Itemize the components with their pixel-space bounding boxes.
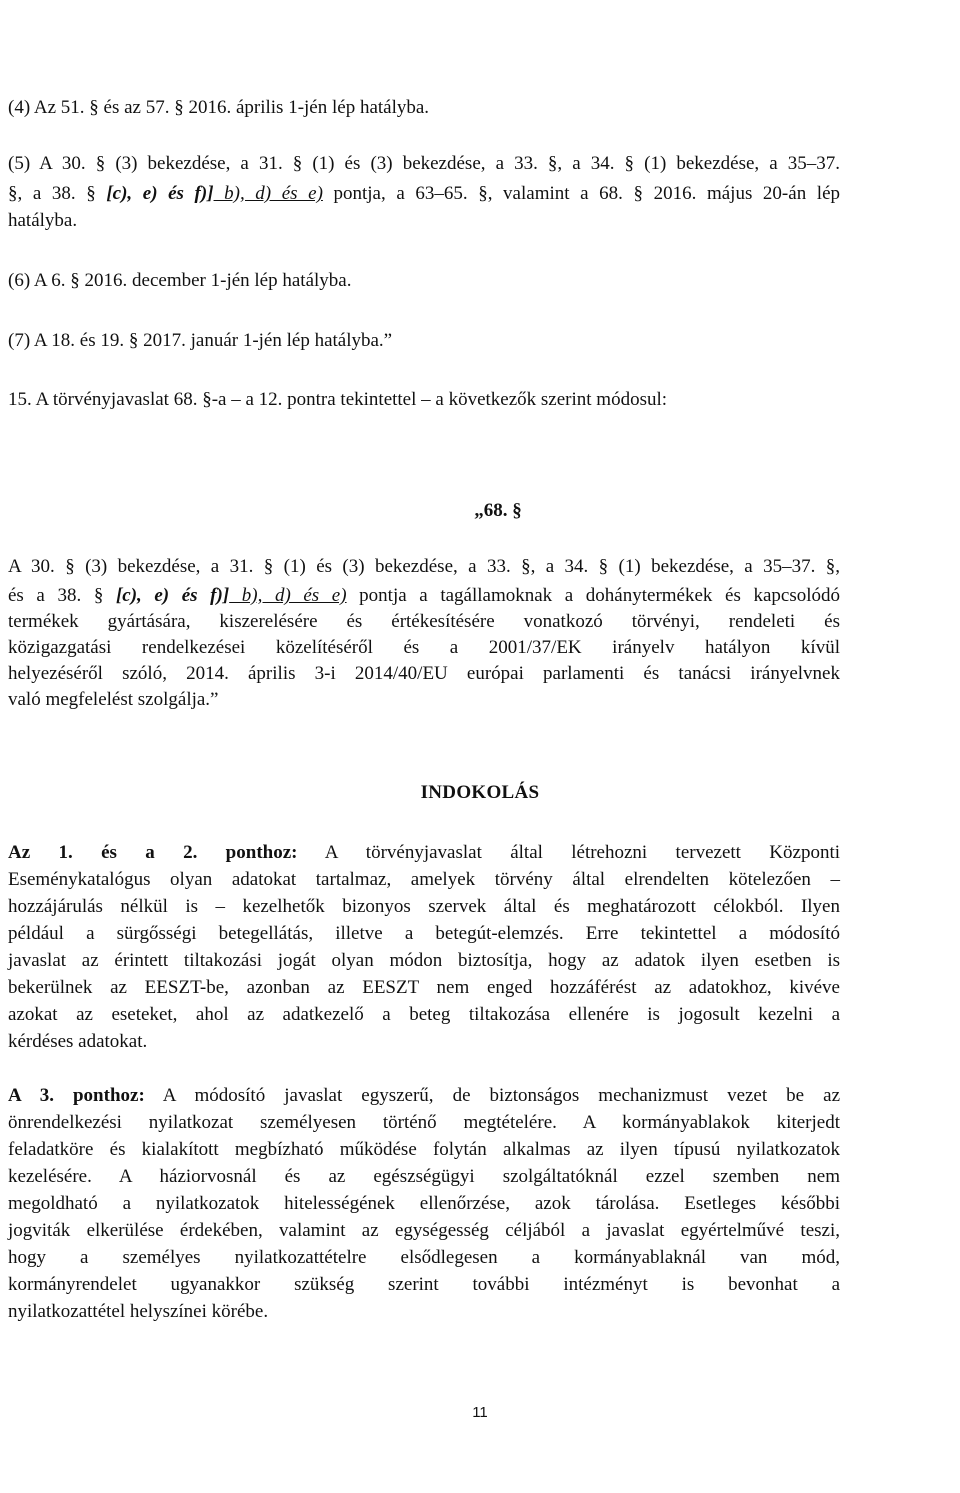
paragraph-5-line-3: hatályba. [8,210,78,231]
bracketed-points: [c), e) és f)] [106,183,214,204]
paragraph-5-line-1: (5) A 30. § (3) bekezdése, a 31. § (1) és (3) bekezdése, a 33. §, a 34. § (1) bekezdése, a 35–37. [8,153,840,174]
quote-line-2: és a 38. § [c), e) és f)] b), d) és e) pontja a tagállamoknak a dohánytermékek és kapcsolódó [8,585,840,606]
paragraph-6: (6) A 6. § 2016. december 1-jén lép hatályba. [8,270,352,291]
reason-1-line-6: bekerülnek az EESZT-be, azonban az EESZT nem enged hozzáférést az adatokhoz, kivéve [8,977,840,998]
reason-3-line-7: hogy a személyes nyilatkozattételre elsődlegesen a kormányablaknál van mód, [8,1247,840,1268]
reason-1-line-7: azokat az eseteket, ahol az adatkezelő a beteg tiltakozása ellenére is jogosult kezelni a [8,1004,840,1025]
quote-line-6: való megfelelést szolgálja.” [8,689,219,710]
paragraph-5-line-2: §, a 38. § [c), e) és f)] b), d) és e) pontja, a 63–65. §, valamint a 68. § 2016. május 20-án lép [8,183,841,204]
reason-3-line-6: jogviták elkerülése érdekében, valamint az egységesség céljából a javaslat egyértelművé teszi, [8,1220,840,1241]
reason-3-line-1: A 3. ponthoz: A módosító javaslat egyszerű, de biztonságos mechanizmust vezet be az [8,1085,841,1106]
reason-3-line-8: kormányrendelet ugyanakkor szükség szerint további intézményt is bevonhat a [8,1274,840,1295]
quote-line-3: termékek gyártására, kiszerelésére és értékesítésére vonatkozó törvényi, rendeleti és [8,611,840,632]
reason-3-line-3: feladatköre és kialakított megbízható működése folytán alkalmas az ilyen típusú nyilatkozatok [8,1139,840,1160]
reason-3-line-9: nyilatkozattétel helyszínei körébe. [8,1301,269,1322]
underlined-points: b), d) és e) [229,585,347,606]
quote-line-5: helyezéséről szóló, 2014. április 3-i 2014/40/EU európai parlamenti és tanácsi irányelvnek [8,663,840,684]
underlined-points: b), d) és e) [213,183,323,204]
indokolas-heading: INDOKOLÁS [420,782,540,803]
reason-3-lead: A 3. ponthoz: [8,1085,145,1106]
reason-1-lead: Az 1. és a 2. ponthoz: [8,842,298,863]
paragraph-7: (7) A 18. és 19. § 2017. január 1-jén lép hatályba.” [8,330,393,351]
reason-1-line-8: kérdéses adatokat. [8,1031,148,1052]
reason-1-line-5: javaslat az érintett tiltakozási jogát olyan módon biztosítja, hogy az adatok ilyen esetben is [8,950,840,971]
reason-3-line-5: megoldható a nyilatkozatok hitelességének ellenőrzése, azok tárolása. Esetleges későbbi [8,1193,840,1214]
reason-3-line-2: önrendelkezési nyilatkozat személyesen történő megtételére. A kormányablakok kiterjedt [8,1112,840,1133]
reason-3-line-4: kezelésére. A háziorvosnál és az egészségügyi szolgáltatóknál ezzel szemben nem [8,1166,840,1187]
reason-1-line-2: Eseménykatalógus olyan adatokat tartalmaz, amelyek törvény által elrendelten kötelezően – [8,869,840,890]
paragraph-4: (4) Az 51. § és az 57. § 2016. április 1-jén lép hatályba. [8,97,430,118]
point-15: 15. A törvényjavaslat 68. §-a – a 12. pontra tekintettel – a következők szerint módosul: [8,389,668,410]
quote-line-1: A 30. § (3) bekezdése, a 31. § (1) és (3) bekezdése, a 33. §, a 34. § (1) bekezdése, a 35–37. §, [8,556,840,577]
reason-1-line-4: például a sürgősségi betegellátás, illetve a betegút-elemzés. Erre tekintettel a módosító [8,923,840,944]
bracketed-points: [c), e) és f)] [115,585,230,606]
page-number: 11 [472,1404,488,1421]
reason-1-line-1: Az 1. és a 2. ponthoz: A törvényjavaslat által létrehozni tervezett Központi [8,842,840,863]
reason-1-line-3: hozzájárulás nélkül is – kezelhetők bizonyos szervek által és meghatározott célokból. Ilyen [8,896,840,917]
quote-line-4: közigazgatási rendelkezései közelítéséről és a 2001/37/EK irányelv hatályon kívül [8,637,840,658]
section-68-title: „68. § [474,500,522,521]
